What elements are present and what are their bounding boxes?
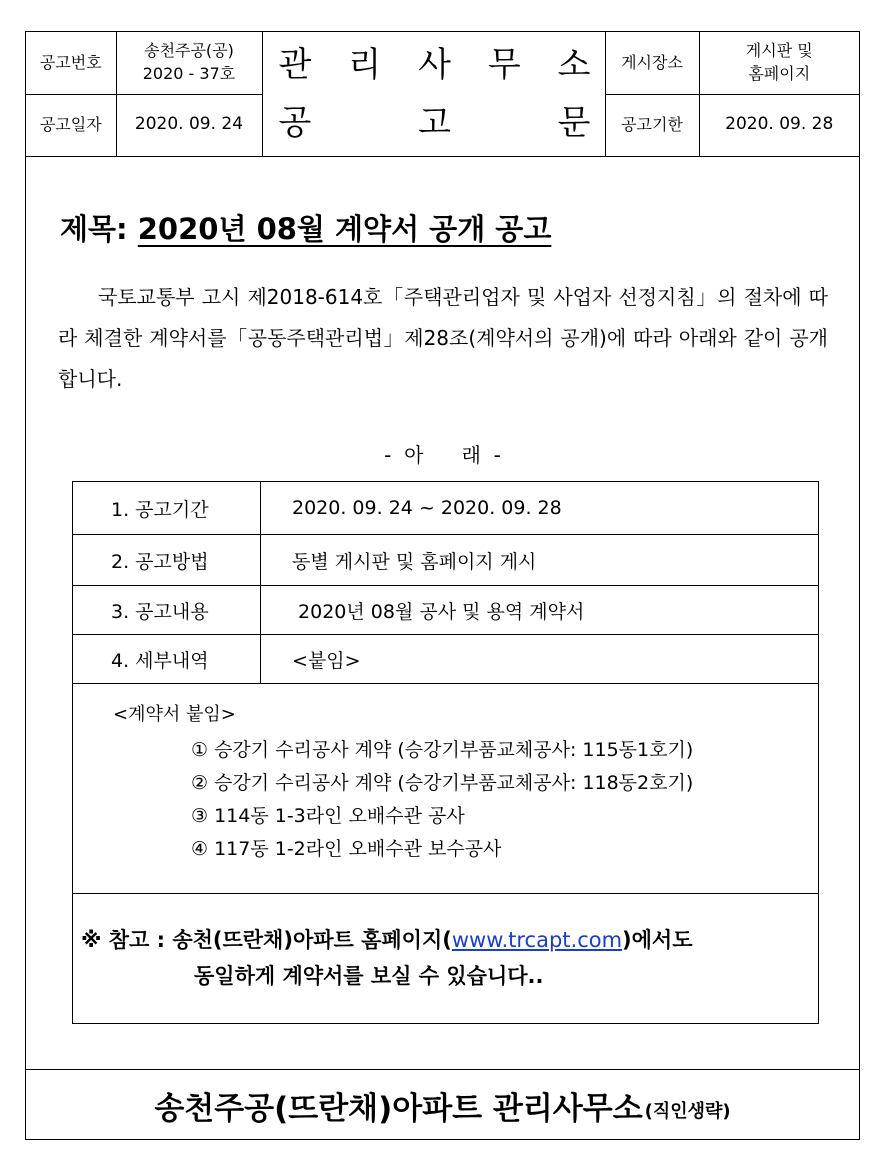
posting-place-cell [699, 32, 859, 94]
attachment-item: ① 승강기 수리공사 계약 (승강기부품교체공사: 115동1호기) [191, 739, 694, 761]
notice-title [60, 207, 551, 248]
notice-no-line2: 2020 - 37호 [142, 63, 236, 83]
notice-no-line1: 송천주공(공) [144, 41, 234, 61]
detail-row [73, 635, 818, 684]
detail-key: 3. 공고내용 [73, 586, 261, 634]
notice-no-cell [116, 32, 262, 94]
detail-value: 동별 게시판 및 홈페이지 게시 [292, 550, 537, 573]
deadline-date: 2020. 09. 28 [699, 94, 859, 156]
note-line1 [81, 922, 693, 958]
seal-note: (직인생략) [644, 1101, 731, 1122]
detail-value: <붙임> [292, 649, 361, 672]
office-title-line2: 공 고 문 [278, 102, 591, 143]
notice-date: 2020. 09. 24 [116, 94, 262, 156]
posting-place-line1: 게시판 및 [745, 41, 813, 61]
detail-key: 1. 공고기간 [73, 482, 261, 534]
attachment-item: ④ 117동 1-2라인 오배수관 보수공사 [191, 838, 502, 860]
office-title-cell [262, 32, 605, 156]
office-name: 송천주공(뜨란채)아파트 관리사무소 [154, 1090, 643, 1127]
detail-row [73, 482, 818, 535]
attachment-list [191, 734, 693, 866]
detail-key: 4. 세부내역 [73, 635, 261, 683]
homepage-link[interactable]: www.trcapt.com [451, 928, 623, 952]
detail-row [73, 535, 818, 586]
detail-value: 2020년 08월 공사 및 용역 계약서 [292, 600, 585, 623]
body-paragraph [58, 277, 828, 400]
deadline-label: 공고기한 [605, 94, 699, 156]
note-prefix: ※ 참고 : 송천(뜨란채)아파트 홈페이지( [81, 928, 452, 952]
reference-note [81, 922, 693, 994]
posting-place-line2: 홈페이지 [748, 63, 811, 83]
attachment-item: ② 승강기 수리공사 계약 (승강기부품교체공사: 118동2호기) [191, 772, 694, 794]
below-heading: - 아 래 - [384, 443, 501, 467]
footer-office [26, 1069, 859, 1140]
attachment-heading: <계약서 붙임> [113, 704, 236, 725]
detail-key: 2. 공고방법 [73, 535, 261, 585]
body-text: 국토교통부 고시 제2018-614호「주택관리업자 및 사업자 선정지침」의 절차에 따라 체결한 계약서를「공동주택관리법」제28조(계약서의 공개)에 따라 아래와 같이 공개합니다. [58, 285, 828, 391]
title-text: 2020년 08월 계약서 공개 공고 [137, 212, 552, 246]
attachment-section [73, 684, 818, 894]
notice-date-label: 공고일자 [26, 94, 116, 156]
office-title-line1: 관 리 사 무 소 [278, 44, 591, 85]
attachment-item: ③ 114동 1-3라인 오배수관 공사 [191, 805, 465, 827]
note-line2: 동일하게 계약서를 보실 수 있습니다.. [194, 964, 544, 988]
note-suffix: )에서도 [622, 928, 693, 952]
detail-row [73, 586, 818, 635]
title-prefix: 제목: [60, 212, 128, 246]
details-box [72, 481, 819, 1024]
detail-value: 2020. 09. 24 ~ 2020. 09. 28 [292, 497, 562, 519]
posting-place-label: 게시장소 [605, 32, 699, 94]
notice-no-label: 공고번호 [26, 32, 116, 94]
notice-document [25, 31, 860, 1140]
header-table [26, 32, 859, 157]
